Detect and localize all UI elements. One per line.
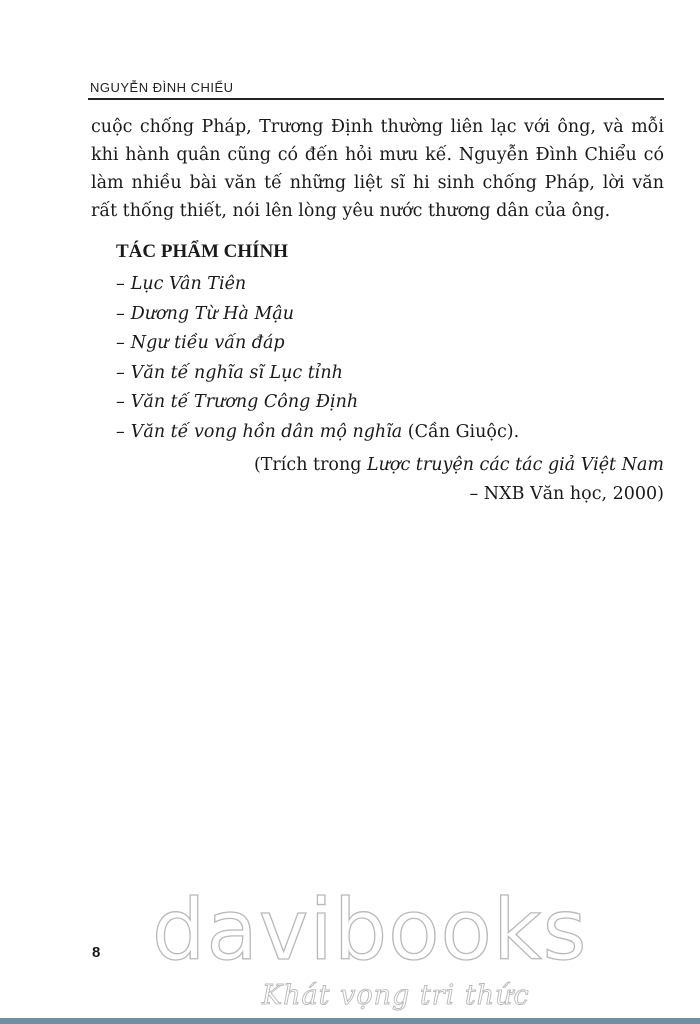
watermark-logo: davibooks: [152, 881, 588, 979]
citation-prefix: (Trích trong: [253, 455, 368, 475]
citation-book-title: Lược truyện các tác giả Việt Nam: [367, 455, 664, 475]
citation-line-1: [254, 451, 664, 480]
paragraph-line: làm nhiều bài văn tế những liệt sĩ hi sinh chống Pháp, lời văn: [91, 173, 664, 193]
work-item: [116, 270, 519, 300]
list-dash: –: [116, 362, 125, 383]
list-dash: –: [116, 303, 125, 324]
header-rule: [88, 98, 664, 100]
page-number: 8: [92, 944, 101, 961]
paragraph-line: rất thống thiết, nói lên lòng yêu nước thương dân của ông.: [91, 201, 611, 221]
running-header: NGUYỄN ĐÌNH CHIỂU: [90, 80, 234, 95]
body-paragraph: [91, 113, 664, 225]
work-title: Văn tế vong hồn dân mộ nghĩa: [130, 421, 403, 442]
list-dash: –: [116, 333, 125, 353]
list-dash: –: [116, 392, 125, 412]
bottom-scan-edge: [0, 1018, 700, 1024]
watermark-tagline: Khát vọng tri thức: [262, 980, 530, 1011]
work-title: Dương Từ Hà Mậu: [130, 303, 295, 324]
work-item: [116, 359, 519, 389]
works-heading: TÁC PHẨM CHÍNH: [116, 241, 289, 262]
work-item: [116, 300, 519, 330]
work-title: Ngư tiều vấn đáp: [130, 333, 285, 353]
works-list: [116, 270, 519, 447]
work-item: [116, 418, 519, 448]
paragraph-line: cuộc chống Pháp, Trương Định thường liên lạc với ông, và mỗi: [91, 117, 664, 137]
list-dash: –: [116, 421, 125, 442]
list-dash: –: [116, 274, 125, 294]
work-suffix: (Cần Giuộc).: [402, 421, 520, 442]
source-citation: [254, 451, 664, 509]
work-title: Văn tế Trương Công Định: [130, 392, 359, 412]
work-item: [116, 329, 519, 359]
citation-publisher: – NXB Văn học, 2000): [469, 484, 664, 504]
paragraph-line: khi hành quân cũng có đến hỏi mưu kế. Nguyễn Đình Chiểu có: [91, 145, 664, 165]
work-title: Văn tế nghĩa sĩ Lục tỉnh: [130, 362, 343, 383]
work-item: [116, 388, 519, 418]
work-title: Lục Vân Tiên: [130, 274, 247, 294]
